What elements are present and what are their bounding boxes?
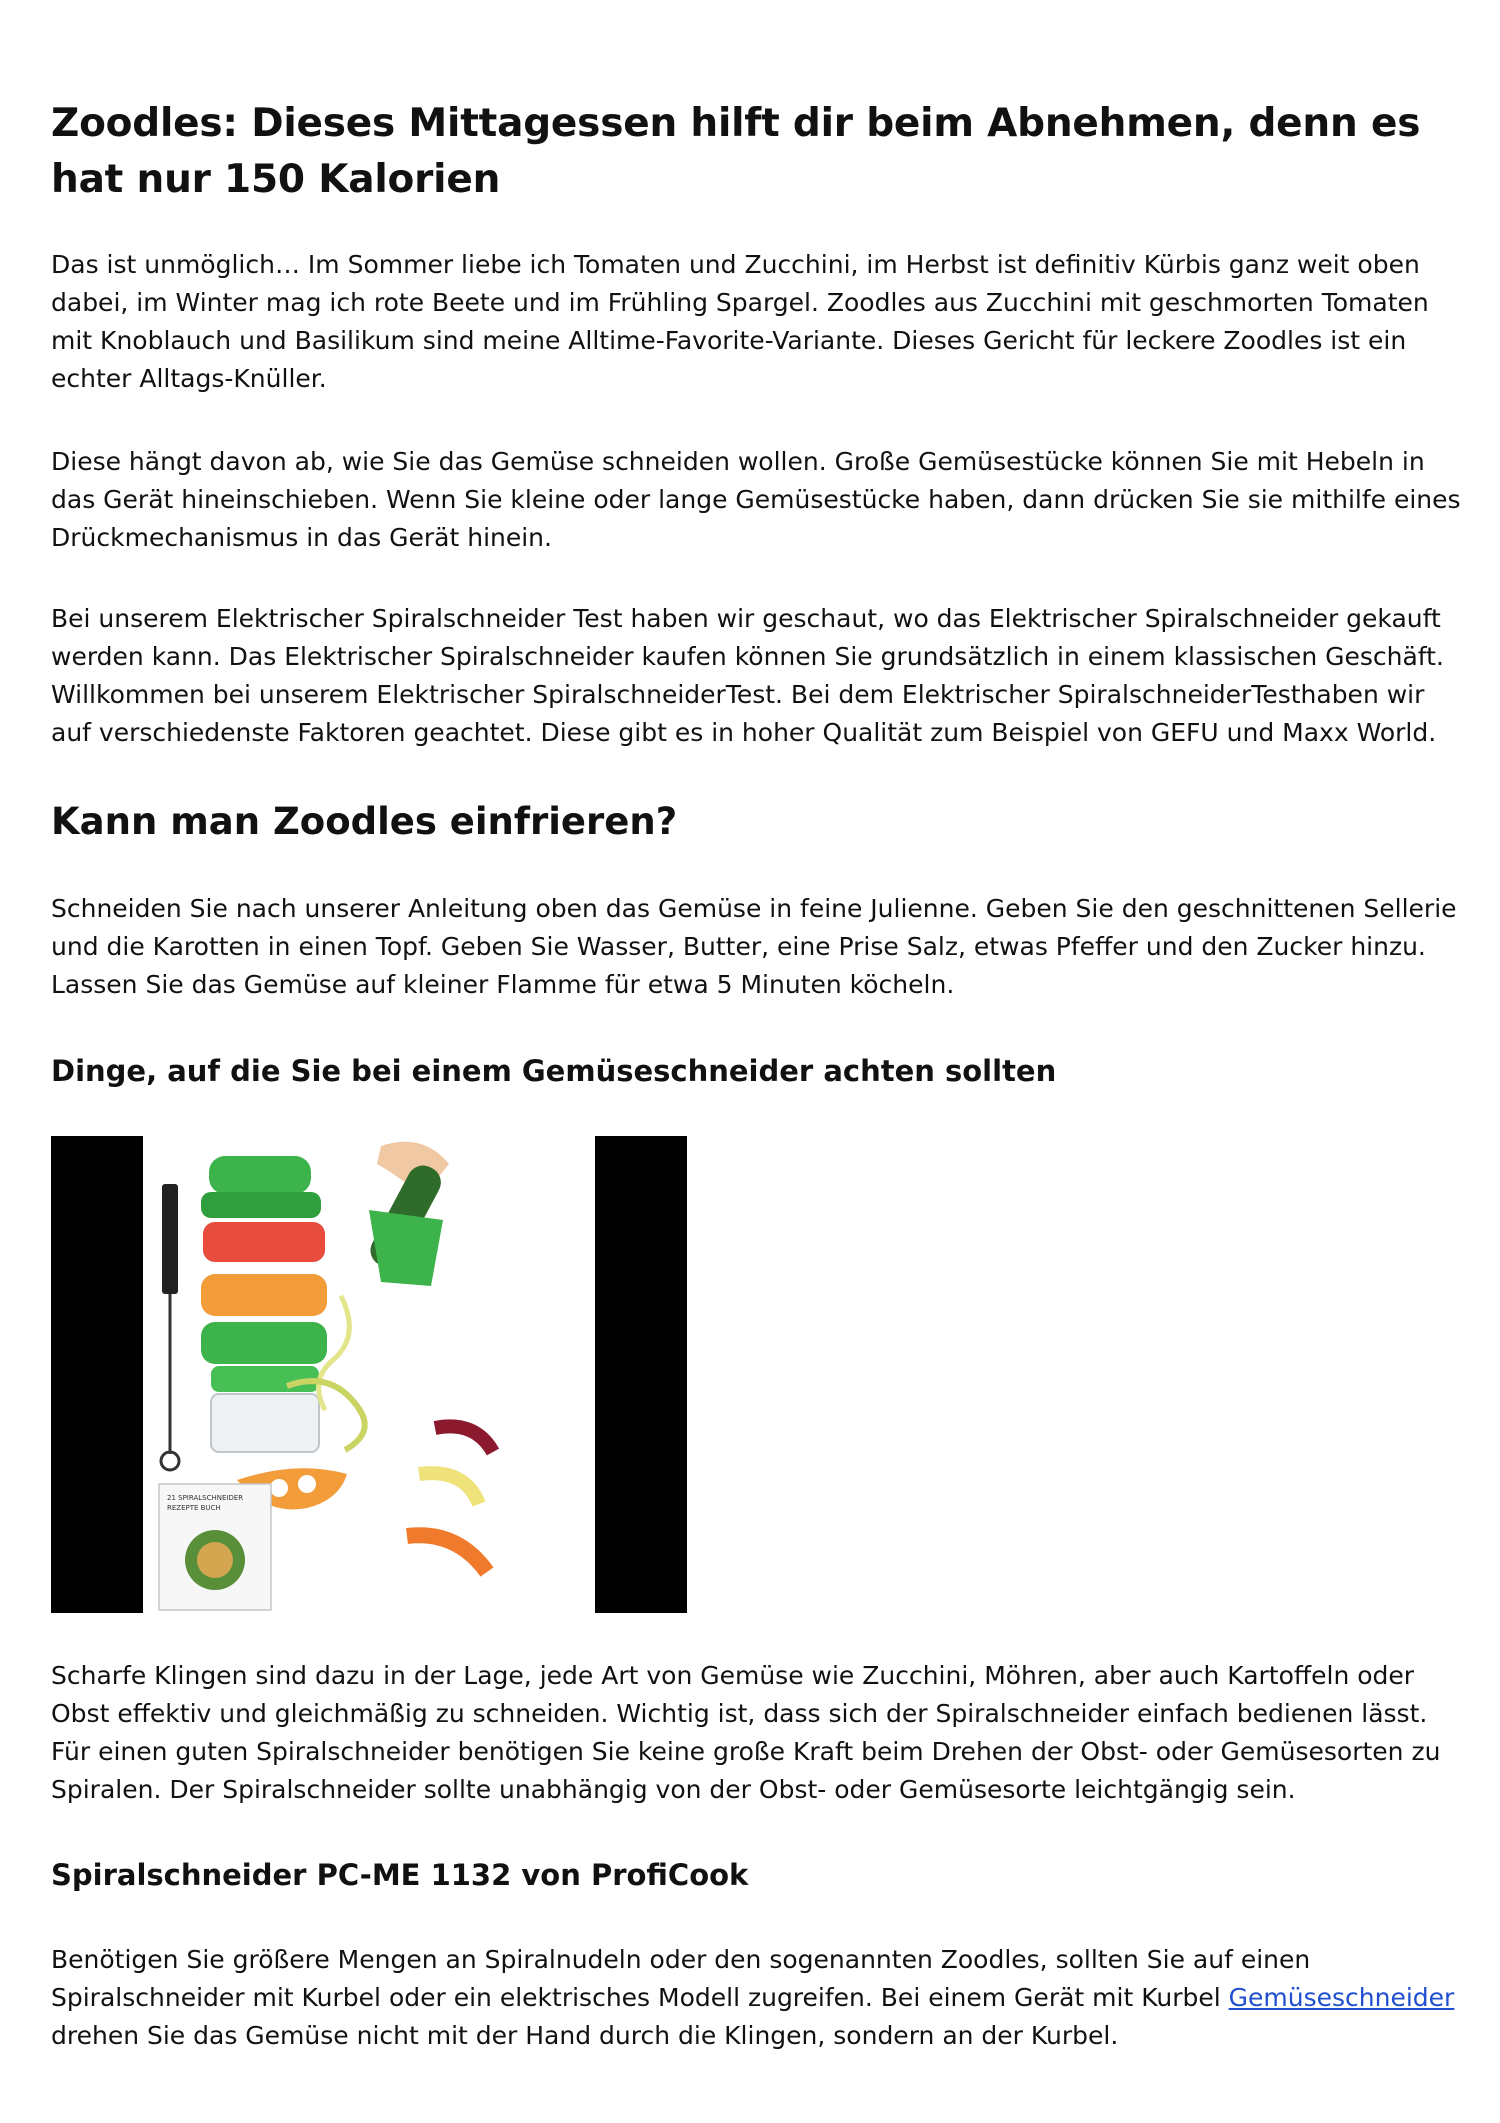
- heading-considerations: Dinge, auf die Sie bei einem Gemüseschneider achten sollten: [51, 1054, 1057, 1088]
- vegetable-cutter-link[interactable]: Gemüseschneider: [1228, 1983, 1455, 2012]
- heading-proficook: Spiralschneider PC-ME 1132 von ProfiCook: [51, 1858, 749, 1892]
- paragraph-cutting: Diese hängt davon ab, wie Sie das Gemüse schneiden wollen. Große Gemüsestücke können Sie mit Hebeln in das Gerät hineinschieben. Wenn Sie kleine oder lange Gemüsestücke haben, dann drücken Sie sie mithilfe eines Drückmechanismus in das Gerät hinein.: [51, 447, 1461, 552]
- heading-freeze: Kann man Zoodles einfrieren?: [51, 800, 678, 843]
- article-title: Zoodles: Dieses Mittagessen hilft dir beim Abnehmen, denn es hat nur 150 Kalorien: [51, 101, 1421, 202]
- svg-text:REZEPTE BUCH: REZEPTE BUCH: [167, 1504, 221, 1512]
- paragraph-test: Bei unserem Elektrischer Spiralschneider Test haben wir geschaut, wo das Elektrischer Spiralschneider gekauft werden kann. Das Elektrischer Spiralschneider kaufen können Sie grundsätzlich in einem klassischen Geschäft. Willkommen bei unserem Elektrischer SpiralschneiderTest. Bei dem Elektrischer SpiralschneiderTesthaben wir auf verschiedenste Faktoren geachtet. Diese gibt es in hoher Qualität zum Beispiel von GEFU und Maxx World.: [51, 604, 1444, 747]
- paragraph-blades: Scharfe Klingen sind dazu in der Lage, jede Art von Gemüse wie Zucchini, Möhren, aber auch Kartoffeln oder Obst effektiv und gleichmäßig zu schneiden. Wichtig ist, dass sich der Spiralschneider einfach bedienen lässt. Für einen guten Spiralschneider benötigen Sie keine große Kraft beim Drehen der Obst- oder Gemüsesorten zu Spiralen. Der Spiralschneider sollte unabhängig von der Obst- oder Gemüsesorte leichtgängig sein.: [51, 1661, 1441, 1804]
- paragraph-intro: Das ist unmöglich… Im Sommer liebe ich Tomaten und Zucchini, im Herbst ist definitiv Kürbis ganz weit oben dabei, im Winter mag ich rote Beete und im Frühling Spargel. Zoodles aus Zucchini mit geschmorten Tomaten mit Knoblauch und Basilikum sind meine Alltime-Favorite-Variante. Dieses Gericht für leckere Zoodles ist ein echter Alltags-Knüller.: [51, 250, 1429, 393]
- recipe-book-title: 21 SPIRALSCHNEIDER: [167, 1494, 244, 1502]
- spiralizer-product-image: [51, 1136, 687, 1613]
- paragraph-julienne: Schneiden Sie nach unserer Anleitung oben das Gemüse in feine Julienne. Geben Sie den geschnittenen Sellerie und die Karotten in einen Topf. Geben Sie Wasser, Butter, eine Prise Salz, etwas Pfeffer und den Zucker hinzu. Lassen Sie das Gemüse auf kleiner Flamme für etwa 5 Minuten köcheln.: [51, 894, 1457, 999]
- paragraph-crank: Benötigen Sie größere Mengen an Spiralnudeln oder den sogenannten Zoodles, sollten Sie auf einen Spiralschneider mit Kurbel oder ein elektrisches Modell zugreifen. Bei einem Gerät mit Kurbel Gemüseschneider drehen Sie das Gemüse nicht mit der Hand durch die Klingen, sondern an der Kurbel.: [51, 1945, 1455, 2050]
